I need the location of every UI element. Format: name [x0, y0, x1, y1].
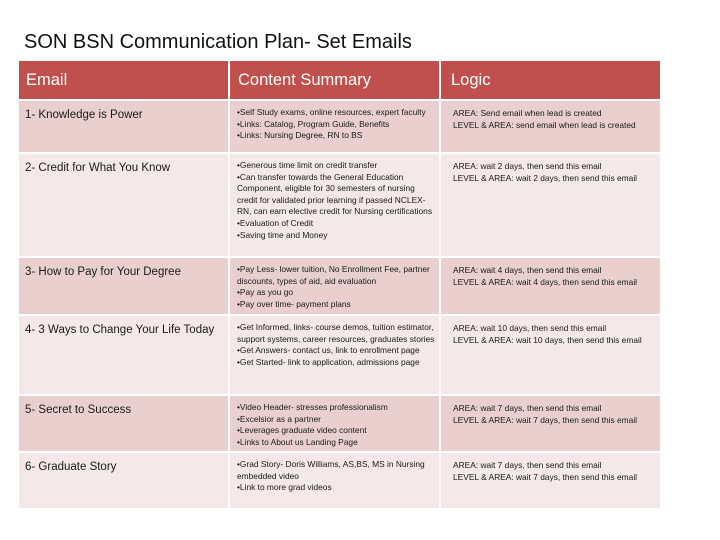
logic-line: AREA: wait 4 days, then send this email	[453, 265, 602, 275]
table-row	[19, 257, 660, 315]
header-email: Email	[19, 61, 229, 100]
content-line: •Video Header- stresses professionalism	[237, 402, 388, 412]
content-line: •Pay over time- payment plans	[237, 298, 351, 309]
content-line: •Self Study exams, online resources, expert faculty	[237, 107, 426, 117]
logic-line: AREA: wait 2 days, then send this email	[453, 161, 602, 171]
email-name-cell: 6- Graduate Story	[19, 452, 229, 509]
logic-line: LEVEL & AREA: wait 7 days, then send this email	[453, 472, 638, 483]
content-line: •Links: Nursing Degree, RN to BS	[237, 130, 363, 141]
table-header-row	[19, 61, 660, 100]
logic-line: LEVEL & AREA: send email when lead is created	[453, 120, 636, 131]
email-name-cell: 2- Credit for What You Know	[19, 153, 229, 257]
email-name-cell: 5- Secret to Success	[19, 395, 229, 452]
content-line: •Get Answers- contact us, link to enrollment page	[237, 345, 420, 356]
table-row	[19, 315, 660, 395]
content-line: •Leverages graduate video content	[237, 425, 367, 436]
logic-cell	[440, 100, 660, 153]
header-logic: Logic	[440, 61, 660, 100]
content-line: •Get Started- link to application, admissions page	[237, 356, 420, 367]
logic-line: LEVEL & AREA: wait 7 days, then send this email	[453, 415, 638, 426]
content-line: •Links to About us Landing Page	[237, 436, 358, 447]
content-line: •Grad Story- Doris Williams, AS,BS, MS in Nursing embedded video	[237, 459, 425, 481]
communication-plan-table	[19, 61, 660, 510]
content-summary-cell	[229, 153, 440, 257]
logic-line: AREA: wait 7 days, then send this email	[453, 460, 602, 470]
slide-title: SON BSN Communication Plan- Set Emails	[24, 31, 412, 53]
table-row	[19, 395, 660, 452]
content-summary-cell	[229, 315, 440, 395]
content-line: •Pay as you go	[237, 287, 294, 298]
content-summary-cell	[229, 100, 440, 153]
content-line: •Get Informed, links- course demos, tuition estimator, support systems, career resources, graduates stories	[237, 322, 435, 344]
logic-cell	[440, 257, 660, 315]
header-content-summary: Content Summary	[229, 61, 440, 100]
content-summary-cell	[229, 395, 440, 452]
content-line: •Saving time and Money	[237, 229, 328, 240]
content-summary-cell	[229, 257, 440, 315]
logic-line: AREA: wait 7 days, then send this email	[453, 403, 602, 413]
content-line: •Can transfer towards the General Education Component, eligible for 30 semesters of nursing credit for validated prior learning if passed NCLEX-RN, can earn elective credit for Nursing certifications	[237, 171, 433, 217]
logic-line: LEVEL & AREA: wait 4 days, then send this email	[453, 277, 638, 288]
logic-line: LEVEL & AREA: wait 2 days, then send this email	[453, 173, 638, 184]
email-name-cell: 1- Knowledge is Power	[19, 100, 229, 153]
logic-cell	[440, 153, 660, 257]
content-line: •Pay Less- lower tuition, No Enrollment Fee, partner discounts, types of aid, aid evaluation	[237, 264, 430, 286]
table-row	[19, 452, 660, 509]
logic-line: LEVEL & AREA: wait 10 days, then send this email	[453, 335, 642, 346]
logic-cell	[440, 395, 660, 452]
logic-line: AREA: Send email when lead is created	[453, 108, 602, 118]
logic-line: AREA: wait 10 days, then send this email	[453, 323, 607, 333]
table-row	[19, 153, 660, 257]
content-line: •Links: Catalog, Program Guide, Benefits	[237, 118, 390, 129]
content-line: •Evaluation of Credit	[237, 217, 314, 228]
content-line: •Generous time limit on credit transfer	[237, 160, 378, 170]
table-row	[19, 100, 660, 153]
logic-cell	[440, 315, 660, 395]
content-summary-cell	[229, 452, 440, 509]
email-name-cell: 4- 3 Ways to Change Your Life Today	[19, 315, 229, 395]
email-name-cell: 3- How to Pay for Your Degree	[19, 257, 229, 315]
logic-cell	[440, 452, 660, 509]
content-line: •Link to more grad videos	[237, 482, 332, 493]
content-line: •Excelsior as a partner	[237, 413, 321, 424]
